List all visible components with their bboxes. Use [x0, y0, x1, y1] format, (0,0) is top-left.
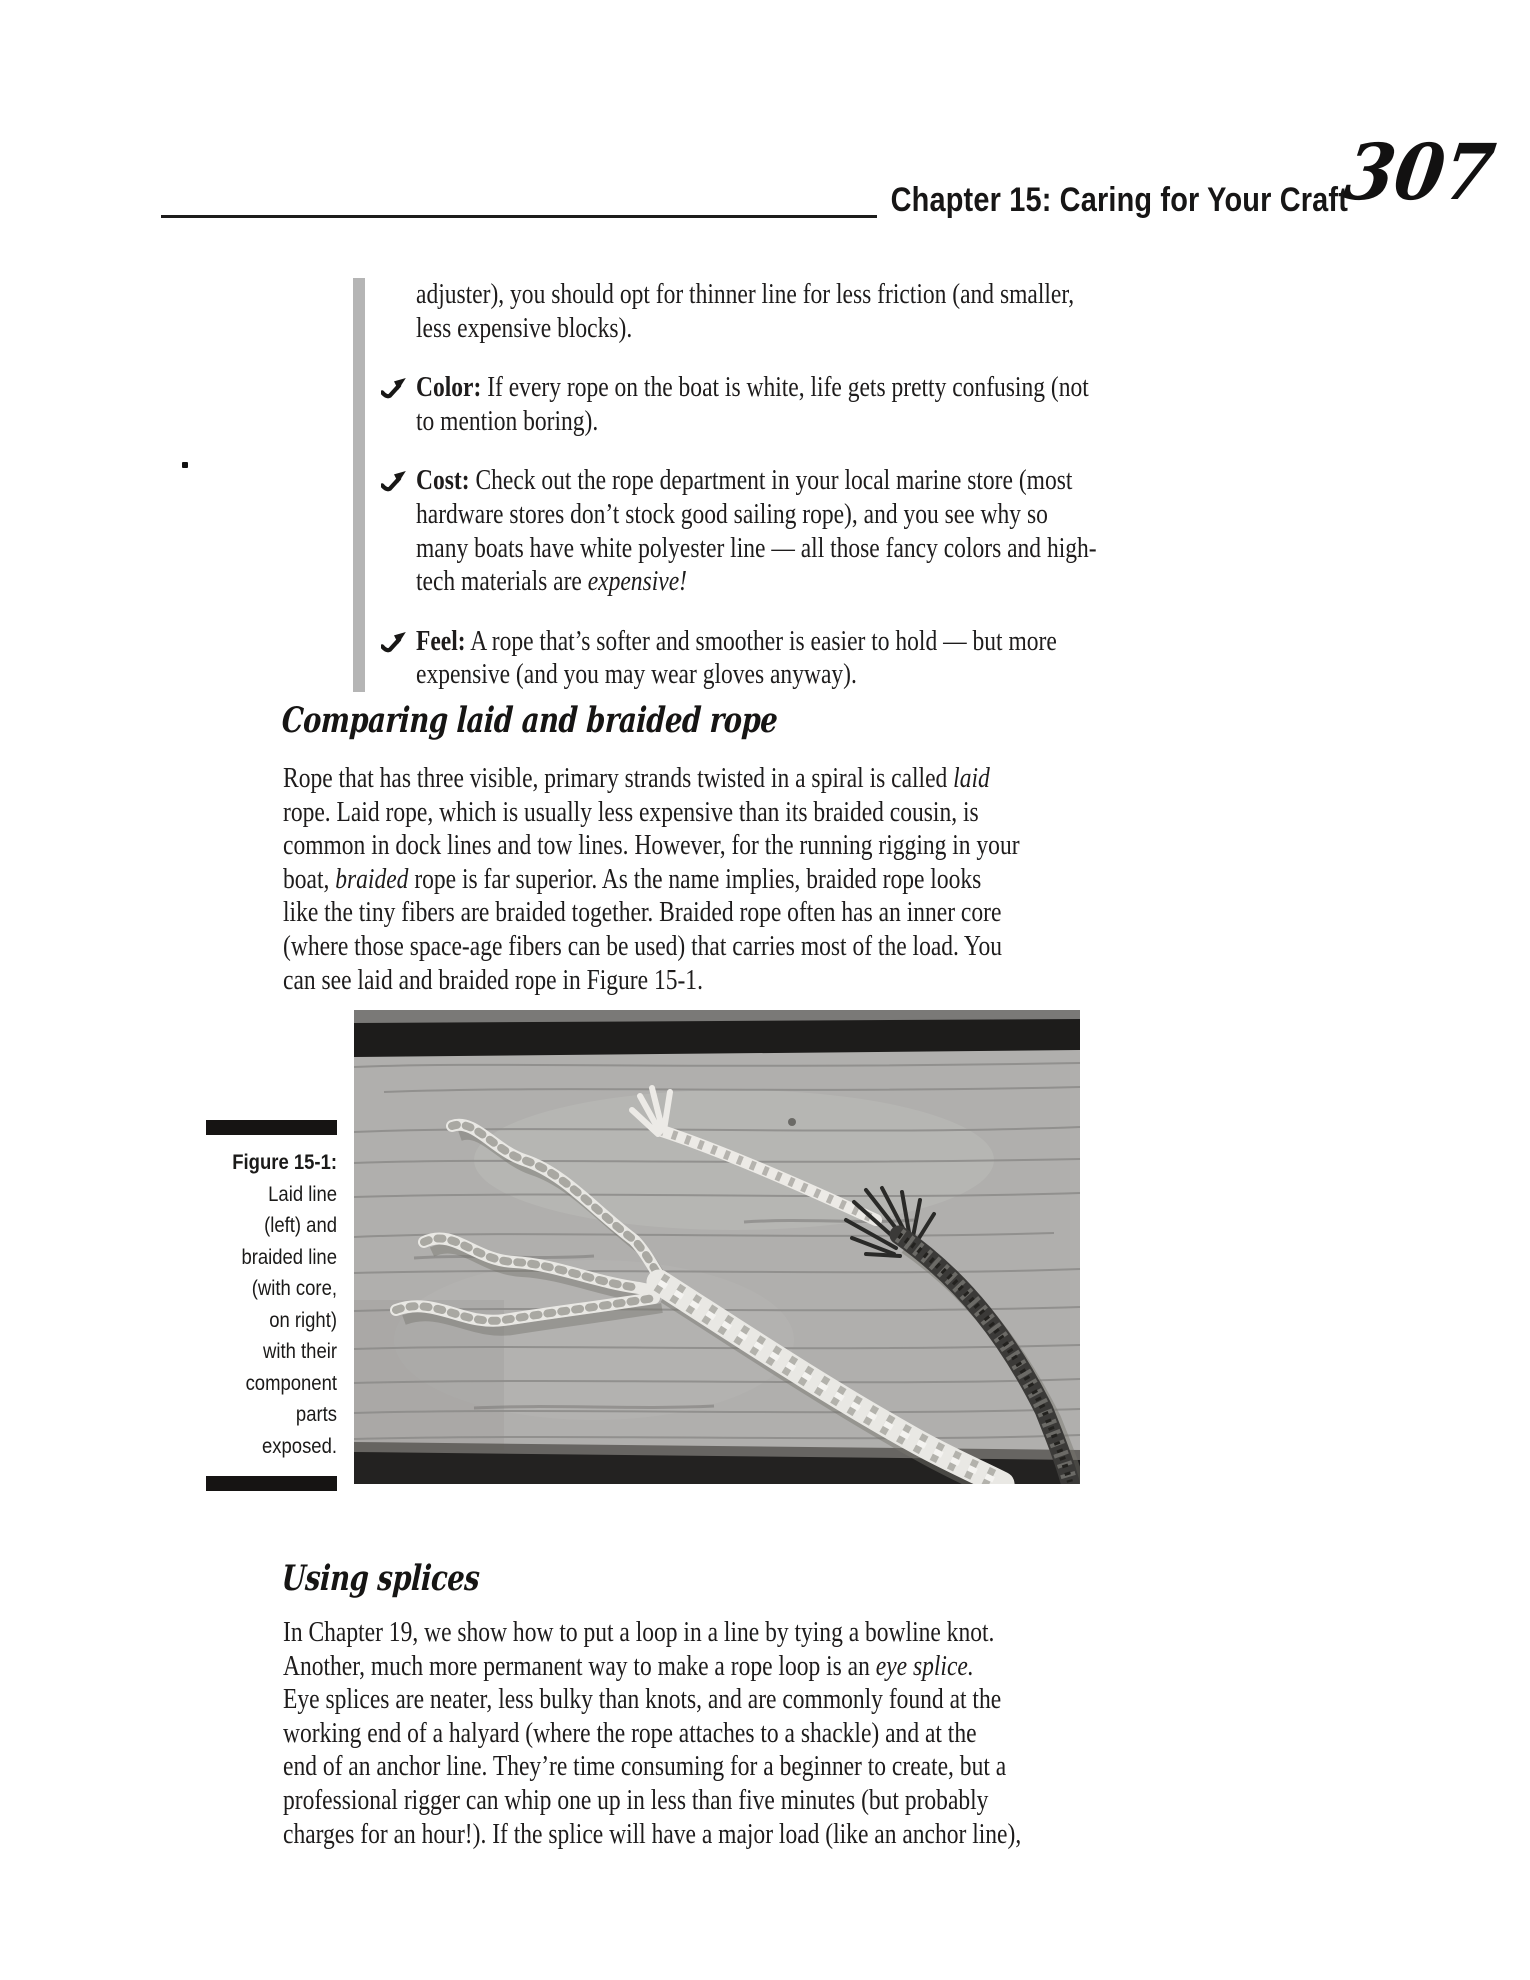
bullet-item-color	[381, 371, 1226, 438]
header-rule	[161, 215, 877, 218]
bullet-item-feel	[381, 625, 1226, 692]
section-heading-comparing: Comparing laid and braided rope	[280, 700, 779, 741]
paragraph-text: Rope that has three visible, primary strands twisted in a spiral is called laid rope. Laid rope, which is usually less expensive than its braided cousin, is common in dock lines and tow lines. However, for the running rigging in your boat, braided rope is far superior. As the name implies, braided rope looks like the tiny fibers are braided together. Braided rope often has an inner core (where those space-age fibers can be used) that carries most of the load. You can see laid and braided rope in Figure 15-1.	[283, 763, 1020, 996]
rope-photo-illustration	[354, 1010, 1080, 1484]
check-arrow-icon	[381, 378, 407, 400]
page-number: 307	[1339, 128, 1500, 218]
caption-bottom-bar	[206, 1476, 337, 1491]
bullet-list	[353, 278, 1226, 692]
bullet-text: Cost: Check out the rope department in your local marine store (most hardware stores don’t stock good sailing rope), and you see why so many boats have white polyester line — all those fancy colors and high- tech materials are expensive!	[416, 465, 1097, 598]
check-arrow-icon	[381, 632, 407, 654]
section-heading-splices: Using splices	[280, 1558, 481, 1599]
ink-speck	[182, 462, 188, 468]
chapter-header: Chapter 15: Caring for Your Craft	[890, 181, 1348, 219]
figure-caption: Figure 15-1: Laid line (left) and braided line (with core, on right) with their component parts exposed.	[232, 1151, 337, 1458]
check-arrow-icon	[381, 471, 407, 493]
bullet-text: adjuster), you should opt for thinner line for less friction (and smaller, less expensive blocks).	[416, 279, 1075, 344]
bullet-item-cost	[381, 464, 1226, 598]
bullet-item-continuation	[381, 278, 1226, 345]
caption-top-bar	[206, 1120, 337, 1135]
paragraph-text: In Chapter 19, we show how to put a loop in a line by tying a bowline knot. Another, much more permanent way to make a rope loop is an eye splice. Eye splices are neater, less bulky than knots, and are commonly found at the working end of a halyard (where the rope attaches to a shackle) and at the end of an anchor line. They’re time consuming for a beginner to create, but a professional rigger can whip one up in less than five minutes (but probably charges for an hour!). If the splice will have a major load (like an anchor line),	[283, 1617, 1022, 1850]
figure-photo	[354, 1010, 1080, 1484]
bullet-text: Feel: A rope that’s softer and smoother is easier to hold — but more expensive (and you may wear gloves anyway).	[416, 625, 1057, 691]
bullet-text: Color: If every rope on the boat is white, life gets pretty confusing (not to mention boring).	[416, 372, 1089, 437]
body-paragraph-splices	[283, 1616, 1162, 1851]
body-paragraph-comparing	[283, 762, 1160, 997]
